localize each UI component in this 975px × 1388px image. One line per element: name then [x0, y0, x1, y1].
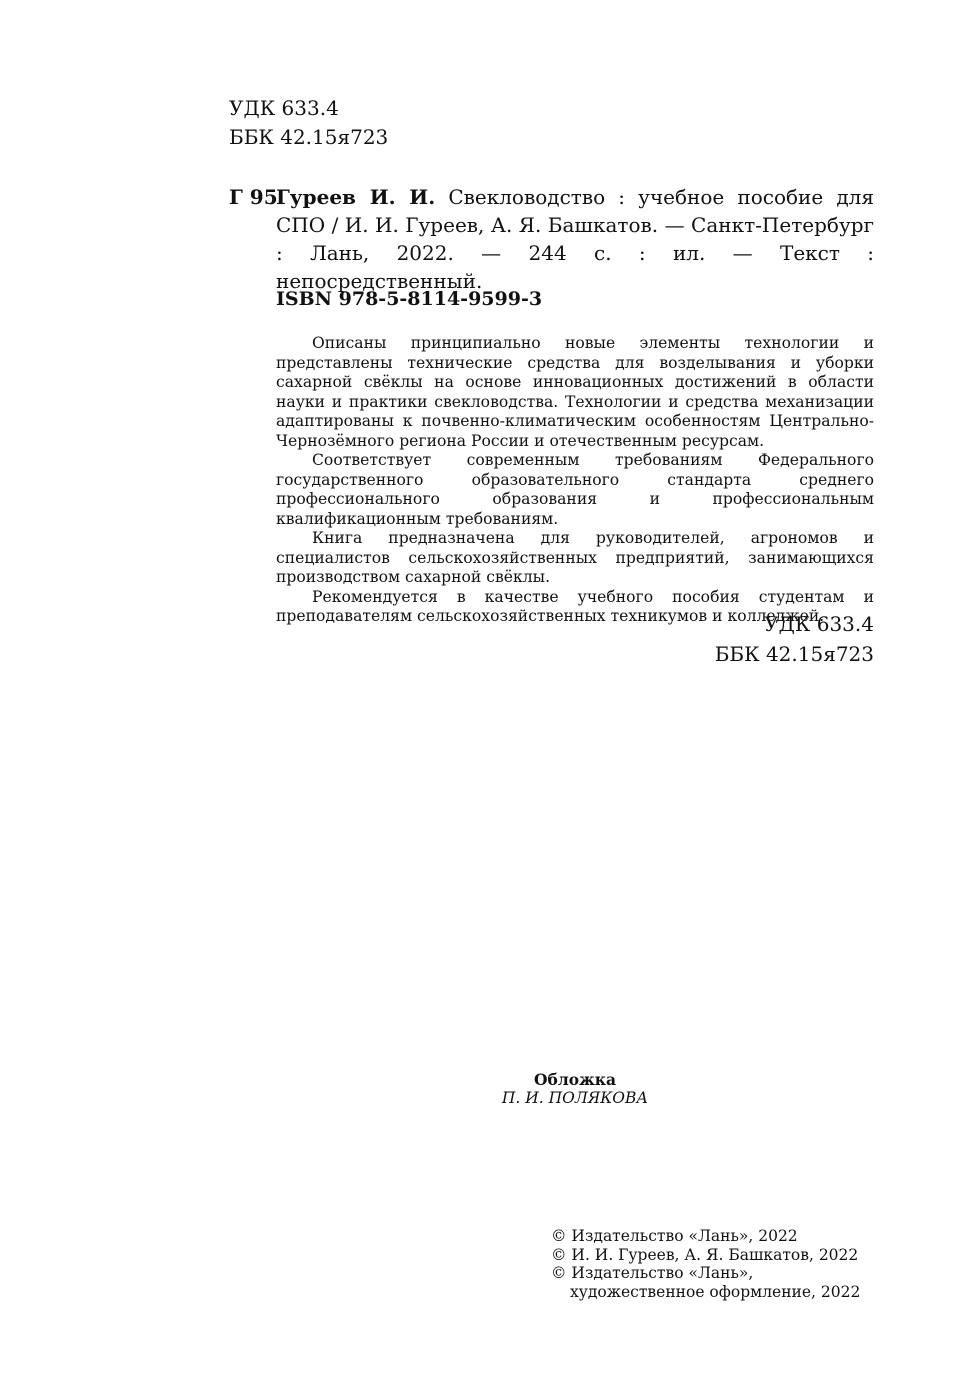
abstract-paragraph: Книга предназначена для руководителей, агрономов и специалистов сельскохозяйственных предприятий, занимающихся производством сахарной свёклы. [276, 529, 874, 586]
abstract-paragraph: Описаны принципиально новые элементы технологии и представлены технические средства для возделывания и уборки сахарной свёклы на основе инновационных достижений в области науки и практики свекловодства. Технологии и средства механизации адаптированы к почвенно-климатическим особенностям Центрально-Чернозёмного региона России и отечественным ресурсам. [276, 334, 874, 450]
udk-block-top [229, 94, 388, 152]
abstract-paragraph: Соответствует современным требованиям Федерального государственного образовательного стандарта среднего профессионального образования и профессиональным квалификационным требованиям. [276, 451, 874, 528]
author-catalog-index: Г 95 [229, 185, 278, 209]
cover-designer: П. И. ПОЛЯКОВА [501, 1089, 649, 1107]
cover-credit [470, 1070, 680, 1108]
isbn: ISBN 978-5-8114-9599-3 [276, 288, 543, 310]
cover-label: Обложка [534, 1070, 616, 1089]
bbk-code: ББК 42.15я723 [714, 642, 874, 666]
bibliographic-record [276, 183, 874, 295]
bib-author: Гуреев И. И. [276, 185, 436, 209]
bbk-code: ББК 42.15я723 [229, 125, 389, 149]
copyright-line: © Издательство «Лань», [551, 1264, 754, 1282]
udk-block-bottom [600, 609, 874, 669]
abstract [276, 334, 874, 627]
copyright-line: © И. И. Гуреев, А. Я. Башкатов, 2022 [551, 1245, 859, 1264]
copyright-block [551, 1227, 860, 1301]
copyright-line: художественное оформление, 2022 [570, 1282, 861, 1301]
udk-code: УДК 633.4 [764, 612, 874, 636]
abstract-paragraph: Рекомендуется в качестве учебного пособия студентам и преподавателям сельскохозяйственных техникумов и колледжей. [276, 587, 874, 625]
bib-description: Свекловодство : учебное пособие для СПО / И. И. Гуреев, А. Я. Башкатов. — Санкт-Петербург : Лань, 2022. — 244 с. : ил. — Текст : непосредственный. [276, 185, 875, 293]
copyright-line: © Издательство «Лань», 2022 [551, 1227, 798, 1245]
udk-code: УДК 633.4 [229, 96, 339, 120]
